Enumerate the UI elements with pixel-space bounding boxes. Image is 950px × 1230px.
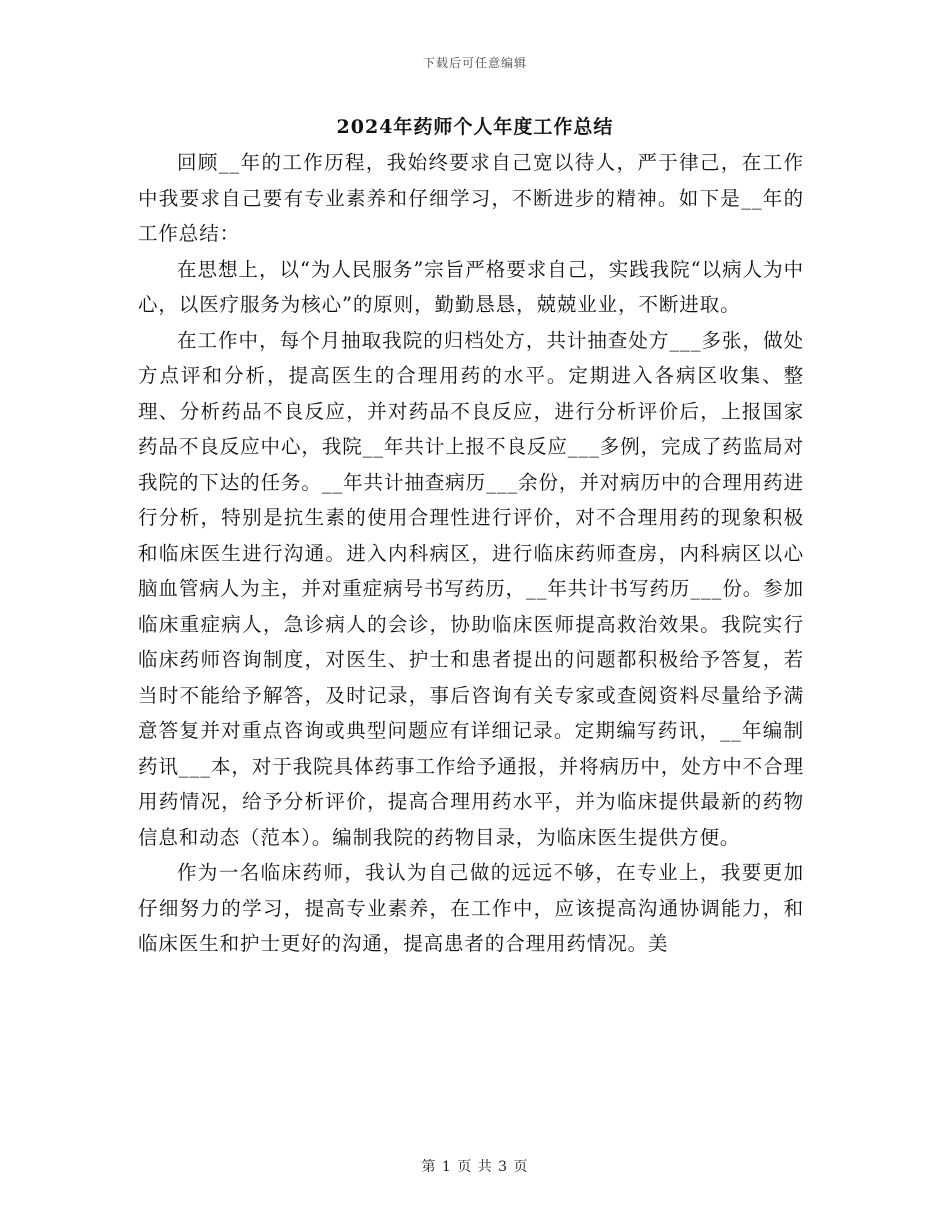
paragraph-reflection: 作为一名临床药师，我认为自己做的远远不够，在专业上，我要更加仔细努力的学习，提高专业素养，在工作中，应该提高沟通协调能力，和临床医生和护士更好的沟通，提高患者的合理用药情况。美 bbox=[138, 861, 804, 955]
paragraph-work: 在工作中，每个月抽取我院的归档处方，共计抽查处方___多张，做处方点评和分析，提高医生的合理用药的水平。定期进入各病区收集、整理、分析药品不良反应，并对药品不良反应，进行分析评价后，上报国家药品不良反应中心，我院__年共计上报不良反应___多例，完成了药监局对我院的下达的任务。__年共计抽查病历___余份，并对病历中的合理用药进行分析，特别是抗生素的使用合理性进行评价，对不合理用药的现象积极和临床医生进行沟通。进入内科病区，进行临床药师查房，内科病区以心脑血管病人为主，并对重症病号书写药历，__年共计书写药历___份。参加临床重症病人，急诊病人的会诊，协助临床医师提高救治效果。我院实行临床药师咨询制度，对医生、护士和患者提出的问题都积极给予答复，若当时不能给予解答，及时记录，事后咨询有关专家或查阅资料尽量给予满意答复并对重点咨询或典型问题应有详细记录。定期编写药讯，__年编制药讯___本，对于我院具体药事工作给予通报，并将病历中，处方中不合理用药情况，给予分析评价，提高合理用药水平，并为临床提供最新的药物信息和动态（范本）。编制我院的药物目录，为临床医生提供方便。 bbox=[138, 328, 804, 849]
page-number-footer: 第 1 页 共 3 页 bbox=[421, 1159, 529, 1175]
paragraph-intro: 回顾__年的工作历程，我始终要求自己宽以待人，严于律己，在工作中我要求自己要有专业素养和仔细学习，不断进步的精神。如下是__年的工作总结： bbox=[138, 151, 804, 245]
document-title: 2024年药师个人年度工作总结 bbox=[336, 116, 614, 138]
paragraph-ideology: 在思想上，以“为人民服务”宗旨严格要求自己，实践我院“以病人为中心，以医疗服务为核心”的原则，勤勤恳恳，兢兢业业，不断进取。 bbox=[138, 257, 804, 316]
header-note: 下载后可任意编辑 bbox=[422, 56, 527, 70]
document-body bbox=[138, 145, 804, 962]
